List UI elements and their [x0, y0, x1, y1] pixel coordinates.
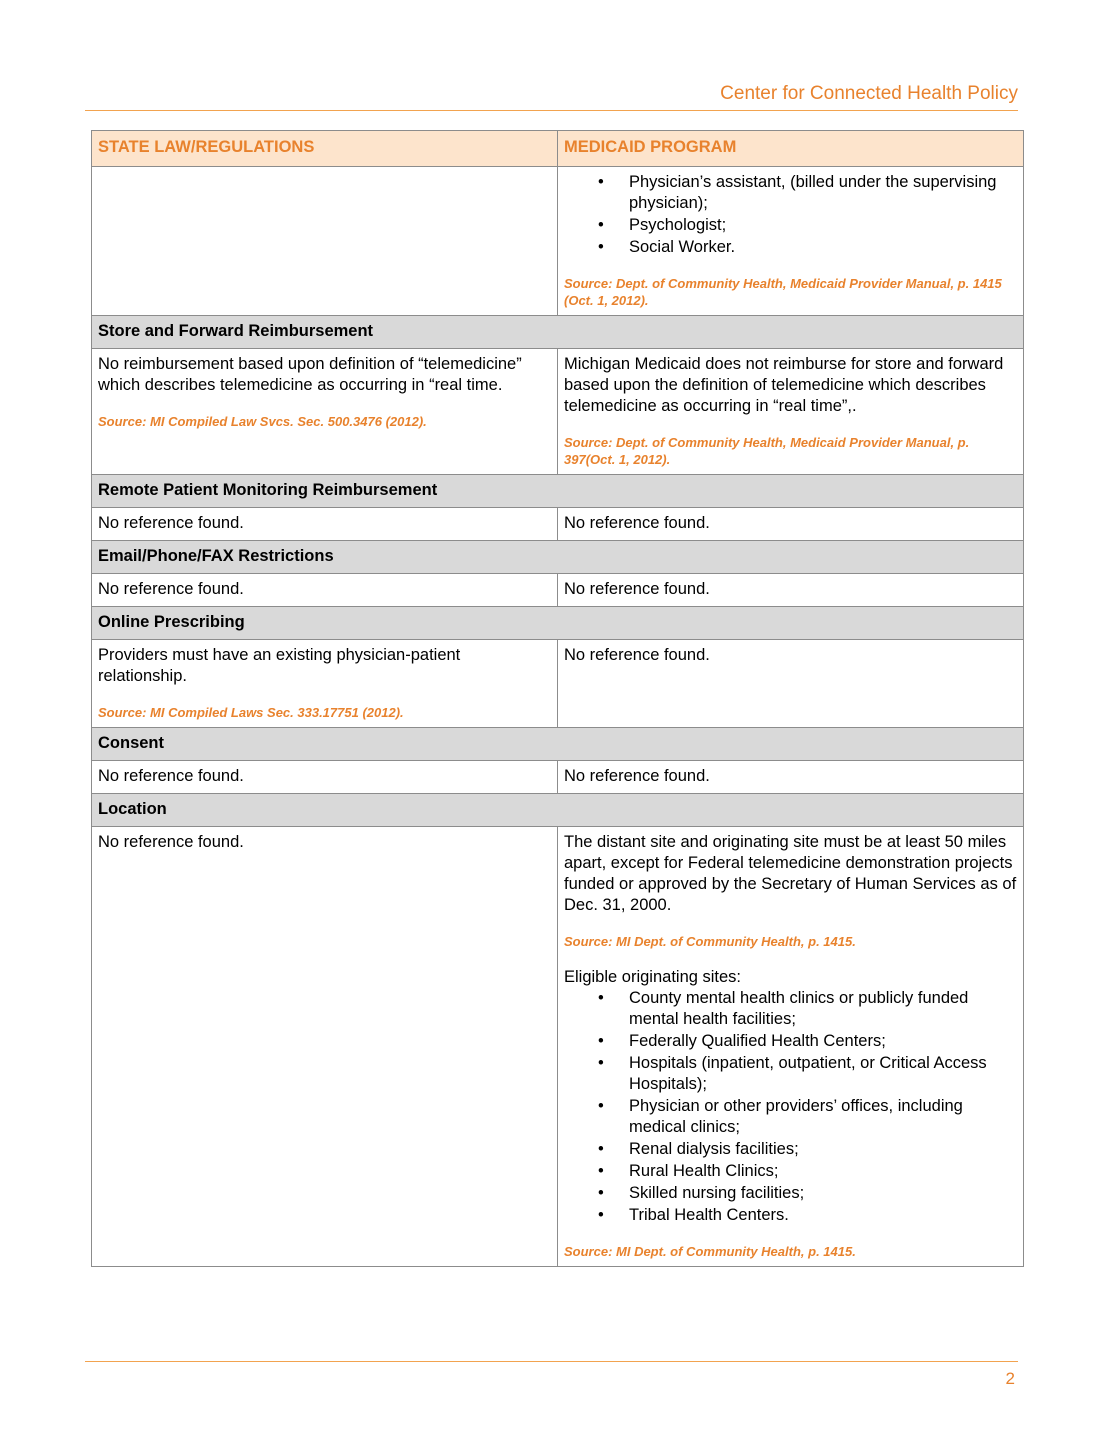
- section-title: Online Prescribing: [92, 607, 1024, 640]
- list-item: • Tribal Health Centers.: [629, 1205, 1017, 1226]
- section-row-online-prescribing: [92, 607, 1024, 640]
- table-row: [92, 349, 1024, 475]
- source-citation: Source: Dept. of Community Health, Medicaid Provider Manual, p. 397(Oct. 1, 2012).: [564, 435, 970, 467]
- table-row: [92, 640, 1024, 728]
- list-item: • Rural Health Clinics;: [629, 1161, 1017, 1182]
- cell-state-law: [92, 349, 558, 475]
- table-row: [92, 508, 1024, 541]
- cell-text: The distant site and originating site must be at least 50 miles apart, except for Federal telemedicine demonstration projects funded or approved by the Secretary of Human Services as of Dec. 31, 2000.: [564, 833, 1017, 914]
- list-item: • Physician or other providers’ offices, including medical clinics;: [629, 1096, 1017, 1138]
- cell-medicaid: [558, 349, 1024, 475]
- source-citation: Source: MI Compiled Law Svcs. Sec. 500.3476 (2012).: [98, 414, 427, 429]
- cell-text: No reimbursement based upon definition of “telemedicine” which describes telemedicine as occurring in “real time.: [98, 355, 522, 394]
- cell-state-law: [92, 167, 558, 316]
- cell-medicaid: No reference found.: [558, 508, 1024, 541]
- list-item: • Physician’s assistant, (billed under the supervising physician);: [629, 172, 1017, 214]
- list-item: • Hospitals (inpatient, outpatient, or Critical Access Hospitals);: [629, 1053, 1017, 1095]
- list-item: • Skilled nursing facilities;: [629, 1183, 1017, 1204]
- header-title: Center for Connected Health Policy: [720, 83, 1018, 104]
- page-number: 2: [1005, 1369, 1015, 1388]
- section-title: Consent: [92, 728, 1024, 761]
- table-row: [92, 167, 1024, 316]
- list-item: • Renal dialysis facilities;: [629, 1139, 1017, 1160]
- header-divider: [85, 110, 1018, 111]
- table-header-row: [92, 131, 1024, 167]
- cell-medicaid: No reference found.: [558, 640, 1024, 728]
- section-title: Location: [92, 794, 1024, 827]
- section-row-remote-monitoring: [92, 475, 1024, 508]
- section-title: Store and Forward Reimbursement: [92, 316, 1024, 349]
- cell-text: Michigan Medicaid does not reimburse for store and forward based upon the definition of telemedicine which describes telemedicine as occurring in “real time”,.: [564, 355, 1004, 415]
- originating-sites-list: [564, 988, 1017, 1226]
- list-intro: Eligible originating sites:: [564, 968, 742, 986]
- table-row: [92, 761, 1024, 794]
- table-row: [92, 574, 1024, 607]
- footer-divider: [85, 1361, 1018, 1362]
- provider-list: [564, 172, 1017, 258]
- list-item: • County mental health clinics or publicly funded mental health facilities;: [629, 988, 1017, 1030]
- list-item: • Psychologist;: [629, 215, 1017, 236]
- section-title: Email/Phone/FAX Restrictions: [92, 541, 1024, 574]
- cell-state-law: [92, 640, 558, 728]
- section-title: Remote Patient Monitoring Reimbursement: [92, 475, 1024, 508]
- list-item: • Federally Qualified Health Centers;: [629, 1031, 1017, 1052]
- source-citation: Source: MI Dept. of Community Health, p. 1415.: [564, 1244, 856, 1259]
- policy-table: [91, 130, 1024, 1267]
- section-row-email-phone-fax: [92, 541, 1024, 574]
- cell-state-law: No reference found.: [92, 761, 558, 794]
- cell-state-law: No reference found.: [92, 508, 558, 541]
- cell-state-law: No reference found.: [92, 574, 558, 607]
- cell-medicaid: No reference found.: [558, 574, 1024, 607]
- column-header-state-law: STATE LAW/REGULATIONS: [92, 131, 558, 167]
- cell-medicaid: [558, 827, 1024, 1267]
- section-row-consent: [92, 728, 1024, 761]
- cell-state-law: No reference found.: [92, 827, 558, 1267]
- section-row-store-forward: [92, 316, 1024, 349]
- table-row: [92, 827, 1024, 1267]
- column-header-medicaid: MEDICAID PROGRAM: [558, 131, 1024, 167]
- section-row-location: [92, 794, 1024, 827]
- cell-text: Providers must have an existing physician-patient relationship.: [98, 646, 461, 685]
- list-item: • Social Worker.: [629, 237, 1017, 258]
- cell-medicaid: [558, 167, 1024, 316]
- cell-medicaid: No reference found.: [558, 761, 1024, 794]
- source-citation: Source: MI Dept. of Community Health, p. 1415.: [564, 934, 856, 949]
- source-citation: Source: MI Compiled Laws Sec. 333.17751 (2012).: [98, 705, 404, 720]
- source-citation: Source: Dept. of Community Health, Medicaid Provider Manual, p. 1415 (Oct. 1, 2012).: [564, 276, 1002, 308]
